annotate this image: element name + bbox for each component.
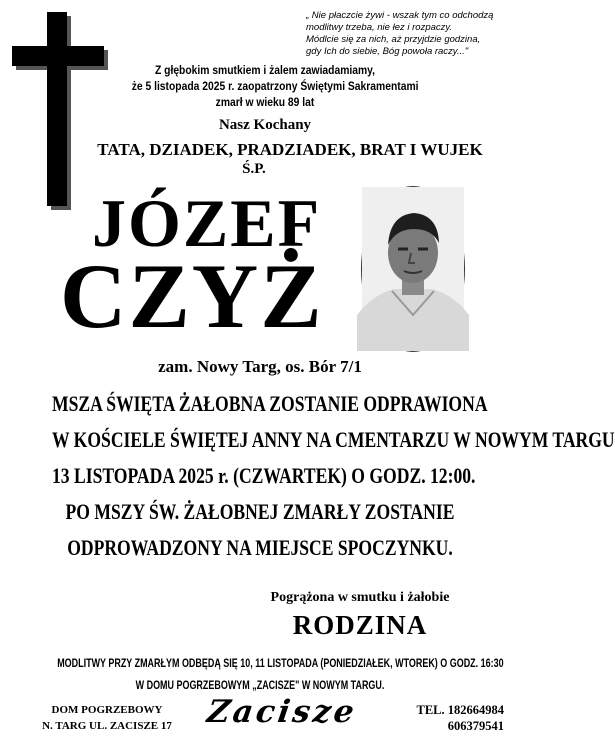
phone-line: TEL. 182664984 xyxy=(416,703,504,717)
prayers-line: W DOMU POGRZEBOWYM „ZACISZE" W NOWYM TARGU. xyxy=(135,680,385,692)
mass-line: W KOŚCIELE ŚWIĘTEJ ANNY NA CMENTARZU W NOWYM TARGU xyxy=(52,427,615,452)
our-beloved-label: Nasz Kochany xyxy=(218,117,312,133)
announcement-intro xyxy=(131,62,419,110)
mourners-name: RODZINA xyxy=(292,610,428,640)
mass-line: 13 LISTOPADA 2025 r. (CZWARTEK) O GODZ. 12:00. xyxy=(52,463,476,488)
zacisze-logo: Zacisze xyxy=(204,694,360,730)
deceased-photo xyxy=(361,186,465,352)
funeral-home-phone xyxy=(384,702,504,734)
deceased-address: zam. Nowy Targ, os. Bór 7/1 xyxy=(158,357,362,376)
cross-icon-arm xyxy=(12,46,104,66)
family-roles: TATA, DZIADEK, PRADZIADEK, BRAT I WUJEK xyxy=(97,140,483,159)
funeral-home-line: DOM POGRZEBOWY xyxy=(51,704,163,716)
mass-line: ODPROWADZONY NA MIEJSCE SPOCZYNKU. xyxy=(67,535,453,560)
quote-line: modlitwy trzeba, nie łez i rozpaczy. xyxy=(306,22,453,33)
quote-line: „ Nie płaczcie żywi - wszak tym co odchodzą xyxy=(306,10,494,21)
intro-line: że 5 listopada 2025 r. zaopatrzony Świętymi Sakramentami xyxy=(131,79,419,93)
mass-announcement xyxy=(0,386,615,566)
funeral-home-address xyxy=(22,702,192,734)
intro-line: zmarł w wieku 89 lat xyxy=(215,95,315,109)
quote-line: gdy Ich do siebie, Bóg powoła raczy..." xyxy=(306,46,469,57)
phone-line: 606379541 xyxy=(447,719,504,733)
deceased-first-name: JÓZEF xyxy=(92,185,322,261)
deceased-last-name: CZYŻ xyxy=(60,245,324,347)
memorial-quote xyxy=(306,10,511,58)
mass-line: MSZA ŚWIĘTA ŻAŁOBNA ZOSTANIE ODPRAWIONA xyxy=(52,391,488,416)
portrait-image xyxy=(362,187,464,351)
cross-icon xyxy=(47,12,67,206)
mass-line: PO MSZY ŚW. ŻAŁOBNEJ ZMARŁY ZOSTANIE xyxy=(65,499,455,524)
intro-line: Z głębokim smutkiem i żalem zawiadamiamy, xyxy=(154,63,376,77)
quote-line: Módlcie się za nich, aż przyjdzie godzina, xyxy=(306,34,481,45)
prayers-notice xyxy=(0,653,520,697)
mourners-intro: Pogrążona w smutku i żałobie xyxy=(270,590,450,605)
sp-label: Ś.P. xyxy=(242,161,266,177)
funeral-home-line: N. TARG UL. ZACISZE 17 xyxy=(42,720,172,732)
prayers-line: MODLITWY PRZY ZMARŁYM ODBĘDĄ SIĘ 10, 11 LISTOPADA (PONIEDZIAŁEK, WTOREK) O GODZ. 16:30 xyxy=(57,658,504,670)
